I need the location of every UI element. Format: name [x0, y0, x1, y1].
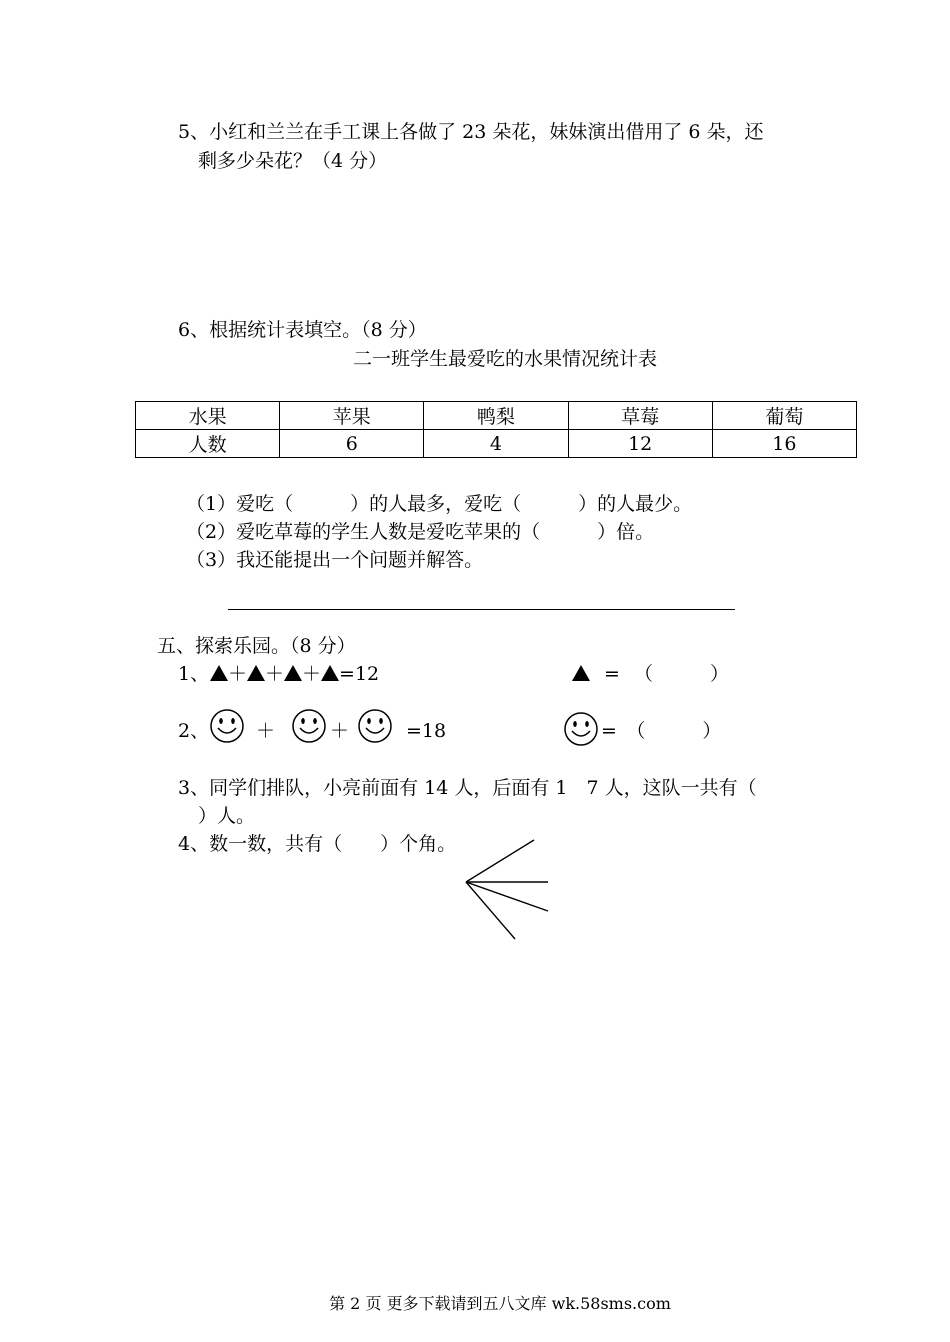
p1-expression [210, 660, 379, 688]
table-cell: 水果 [136, 402, 280, 430]
q6-title: 6、根据统计表填空。（8 分） [178, 319, 427, 341]
table-cell: 6 [280, 430, 424, 458]
plus-sign: ＋ [330, 720, 350, 742]
p2-number: 2、 [178, 720, 210, 742]
p3-line2: ）人。 [198, 805, 256, 827]
p1-answer-blank: （ ） [634, 663, 730, 685]
plus-sign: ＋ [228, 663, 248, 685]
table-header-row [136, 402, 857, 430]
answer-line [228, 609, 735, 610]
table-row [136, 430, 857, 458]
plus-sign: ＋ [256, 720, 276, 742]
p2-answer: = （ ） [601, 720, 722, 742]
table-cell: 4 [424, 430, 568, 458]
table-caption: 二一班学生最爱吃的水果情况统计表 [352, 348, 657, 370]
q6-sub2: （2）爱吃草莓的学生人数是爱吃苹果的（ ）倍。 [186, 521, 655, 543]
triangle-icon [284, 665, 302, 681]
table-cell: 鸭梨 [424, 402, 568, 430]
p1-answer [572, 660, 729, 688]
table-cell: 苹果 [280, 402, 424, 430]
smiley-icon [209, 708, 245, 744]
q5-line2: 剩多少朵花？（4 分） [198, 150, 388, 172]
table-cell: 12 [568, 430, 712, 458]
triangle-icon [210, 665, 228, 681]
smiley-icon [291, 708, 327, 744]
angle-rays-figure [460, 835, 560, 945]
q5-line1: 5、小红和兰兰在手工课上各做了 23 朵花，妹妹演出借用了 6 朵，还 [178, 121, 764, 143]
p1-equals: = [604, 663, 620, 685]
triangle-icon [572, 665, 590, 681]
section5-title: 五、探索乐园。（8 分） [157, 635, 356, 657]
table-cell: 人数 [136, 430, 280, 458]
p1-number: 1、 [178, 663, 210, 685]
triangle-icon [321, 665, 339, 681]
smiley-icon [563, 711, 599, 747]
plus-sign: ＋ [302, 663, 322, 685]
fruit-stats-table [135, 401, 857, 458]
p2-result: =18 [406, 720, 447, 742]
q6-sub3: （3）我还能提出一个问题并解答。 [186, 549, 484, 571]
plus-sign: ＋ [265, 663, 285, 685]
table-cell: 草莓 [568, 402, 712, 430]
table-cell: 16 [712, 430, 856, 458]
smiley-icon [357, 708, 393, 744]
q6-sub1: （1）爱吃（ ）的人最多，爱吃（ ）的人最少。 [186, 493, 693, 515]
p1-result: =12 [339, 663, 380, 685]
page-footer: 第 2 页 更多下载请到五八文库 wk.58sms.com [329, 1294, 671, 1313]
table-cell: 葡萄 [712, 402, 856, 430]
triangle-icon [247, 665, 265, 681]
p4-text: 4、数一数，共有（ ）个角。 [178, 833, 457, 855]
p3-line1: 3、同学们排队，小亮前面有 14 人，后面有 1 7 人，这队一共有（ [178, 777, 757, 799]
